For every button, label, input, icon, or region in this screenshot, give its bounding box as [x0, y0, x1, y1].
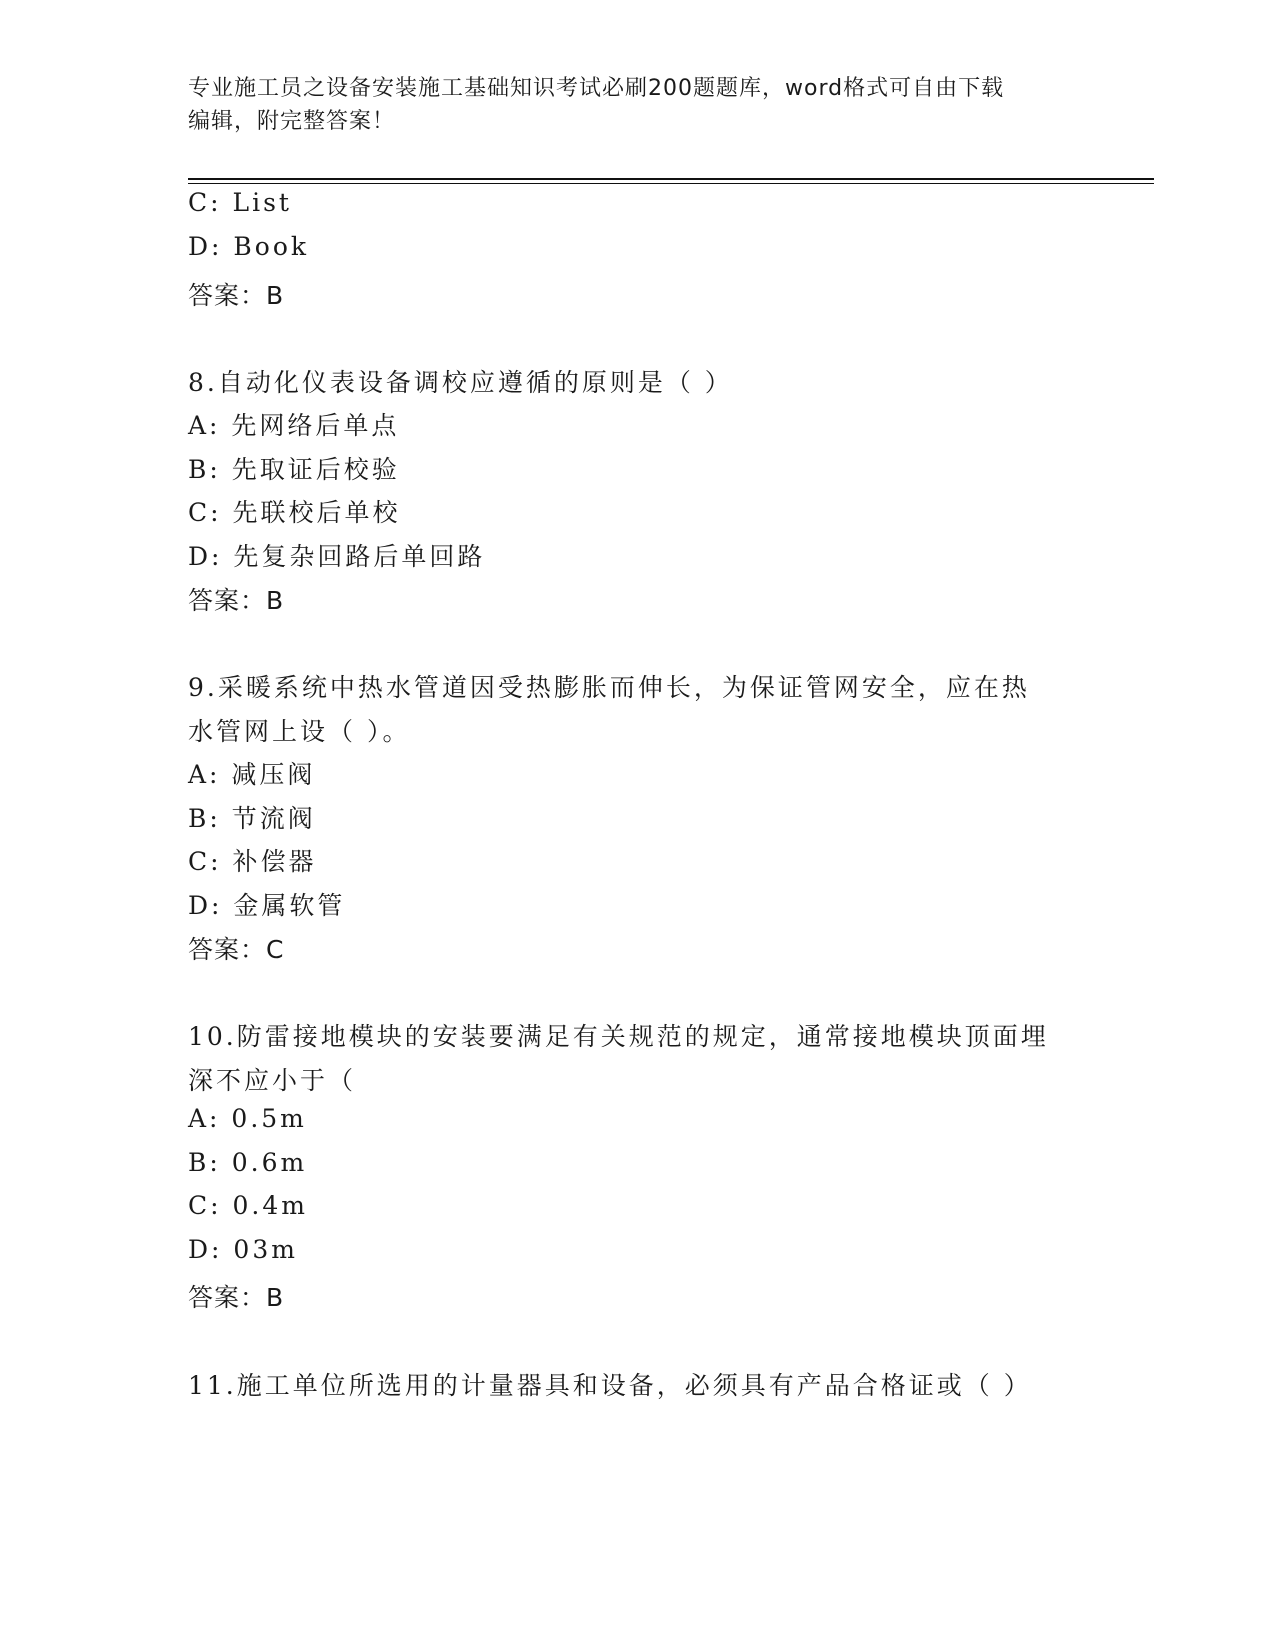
prev-option-d: D: Book — [188, 232, 310, 261]
q10-option-a: A: 0.5m — [188, 1104, 307, 1133]
q8-option-d: D: 先复杂回路后单回路 — [188, 542, 486, 571]
header-divider-thin — [188, 183, 1154, 184]
q8-question: 8.自动化仪表设备调校应遵循的原则是（ ） — [188, 368, 733, 397]
prev-answer: 答案：B — [188, 281, 285, 310]
q9-question-line-2: 水管网上设（ ）。 — [188, 717, 411, 746]
q10-answer: 答案：B — [188, 1283, 285, 1312]
q8-answer: 答案：B — [188, 586, 285, 615]
q11-question: 11.施工单位所选用的计量器具和设备，必须具有产品合格证或（ ） — [188, 1371, 1032, 1400]
q10-question-line-2: 深不应小于（ — [188, 1066, 357, 1095]
q10-option-d: D: 03m — [188, 1235, 298, 1264]
q10-question-line-1: 10.防雷接地模块的安装要满足有关规范的规定，通常接地模块顶面埋 — [188, 1022, 1049, 1051]
prev-option-c: C: List — [188, 188, 292, 217]
q8-option-a: A: 先网络后单点 — [188, 411, 400, 440]
header-line-2: 编辑，附完整答案！ — [188, 109, 396, 134]
q10-option-b: B: 0.6m — [188, 1148, 308, 1177]
document-header — [188, 72, 1088, 138]
q9-option-b: B: 节流阀 — [188, 804, 316, 833]
header-divider-thick — [188, 178, 1154, 180]
q8-option-c: C: 先联校后单校 — [188, 498, 401, 527]
q9-option-a: A: 减压阀 — [188, 760, 316, 789]
q9-option-d: D: 金属软管 — [188, 891, 346, 920]
q8-option-b: B: 先取证后校验 — [188, 455, 400, 484]
q9-question-line-1: 9.采暖系统中热水管道因受热膨胀而伸长，为保证管网安全，应在热 — [188, 673, 1030, 702]
q9-answer: 答案：C — [188, 935, 285, 964]
q9-option-c: C: 补偿器 — [188, 847, 317, 876]
q10-option-c: C: 0.4m — [188, 1191, 308, 1220]
header-line-1: 专业施工员之设备安装施工基础知识考试必刷200题题库，word格式可自由下载 — [188, 76, 1005, 101]
